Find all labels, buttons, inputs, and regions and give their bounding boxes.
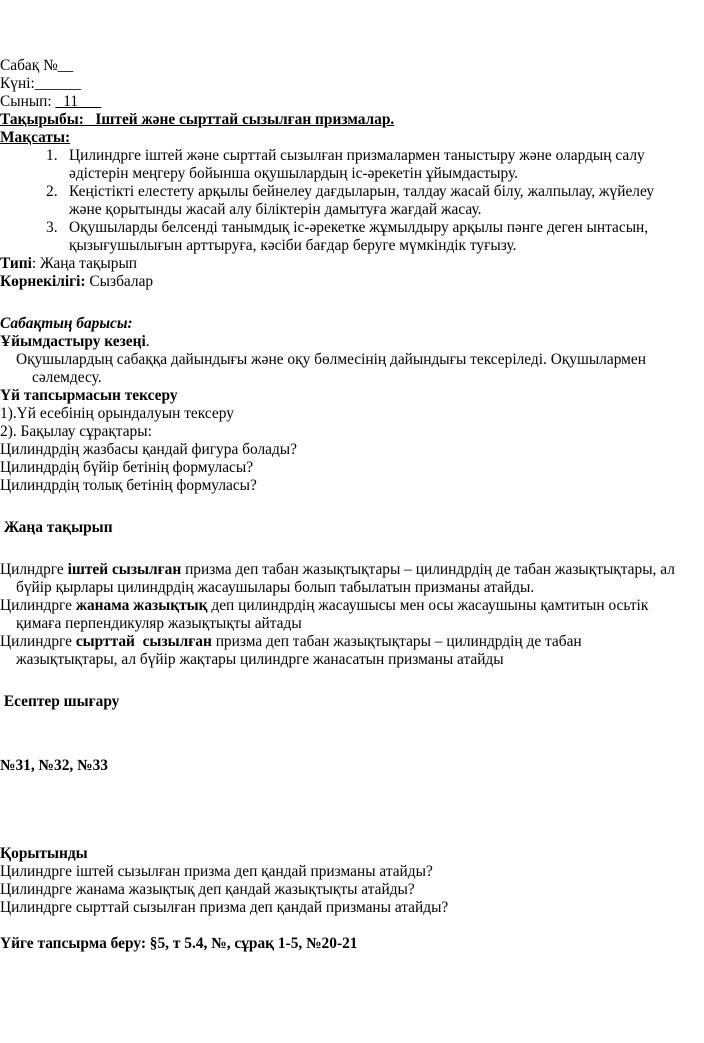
- control-question: Цилиндрдің толық бетінің формуласы?: [0, 477, 257, 494]
- type-label: Типі: [0, 255, 32, 272]
- topic-text: Іштей және сырттай сызылған призмалар.: [95, 111, 395, 128]
- org-title: Ұйымдастыру кезеңі: [0, 333, 146, 350]
- goal-text-line: және қорытынды жасай алу біліктерін дамытуға жағдай жасау.: [69, 201, 482, 218]
- conclusion-question: Цилиндрге жанама жазықтық деп қандай жазықтықты атайды?: [0, 881, 415, 898]
- definition-tangent-plane: Цилиндрге жанама жазықтық деп цилиндрдің жасаушысы мен осы жасаушыны қамтитын осьтік қимаға перпендикуляр жазықтықты айтады: [0, 597, 649, 632]
- goal-number: 3.: [46, 219, 58, 236]
- goal-item: [0, 147, 700, 183]
- type-value: : Жаңа тақырып: [31, 255, 138, 272]
- goal-text-line: Кеңістікті елестету арқылы бейнелеу дағдыларын, талдау жасай білу, жалпылау, жүйелеу: [69, 183, 655, 200]
- type-line: [0, 255, 700, 273]
- topic-label: Тақырыбы:: [0, 111, 84, 128]
- conclusion-title: Қорытынды: [0, 845, 88, 862]
- problem-numbers: №31, №32, №33: [0, 757, 108, 774]
- homework-check-item: 2). Бақылау сұрақтары:: [0, 423, 152, 440]
- conclusion-question: Цилиндрге іштей сызылған призма деп қандай призманы атайды?: [0, 863, 433, 880]
- topic-line: [0, 111, 700, 129]
- goal-text-line: қызығушылығын арттыруға, кәсіби бағдар беруге мүмкіндік туғызу.: [69, 237, 517, 254]
- control-question: Цилиндрдің бүйір бетінің формуласы?: [0, 459, 254, 476]
- progress-title: Сабақтың барысы:: [0, 315, 133, 332]
- goal-item: [0, 183, 700, 219]
- new-topic-title: Жаңа тақырып: [0, 519, 113, 536]
- lesson-plan-document: [0, 57, 700, 953]
- lesson-number: Сабақ №__: [0, 57, 74, 74]
- visual-value: Сызбалар: [85, 273, 154, 290]
- goal-number: 1.: [46, 147, 58, 164]
- goal-text-line: Оқушыларды белсенді танымдық іс-әрекетке жұмылдыру арқылы пәнге деген ынтасын,: [69, 219, 649, 236]
- goal-text-line: әдістерін меңгеру бойынша оқушылардың іс-әрекетін ұйымдастыру.: [69, 165, 519, 182]
- conclusion-question: Цилиндрге сырттай сызылған призма деп қандай призманы атайды?: [0, 899, 449, 916]
- goals-list: [0, 147, 700, 255]
- class-line: [0, 93, 700, 111]
- class-value: _11___: [55, 93, 102, 110]
- homework-check-item: 1).Үй есебінің орындалуын тексеру: [0, 405, 234, 422]
- control-question: Цилиндрдің жазбасы қандай фигура болады?: [0, 441, 297, 458]
- homework-check-title: Үй тапсырмасын тексеру: [0, 387, 178, 404]
- visual-line: [0, 273, 700, 291]
- problems-title: Есептер шығару: [0, 693, 120, 710]
- lesson-date: Күні:______: [0, 75, 81, 92]
- definition-circumscribed: Цилиндрге сырттай сызылған призма деп табан жазықтықтары – цилиндрдің де табан жазықтықтары, ал бүйір жақтары цилиндрге жанасатын призманы атайды: [0, 633, 582, 668]
- goal-text-line: Цилиндрге іштей және сырттай сызылған призмалармен таныстыру және олардың салу: [69, 147, 645, 164]
- class-prefix: Сынып:: [0, 93, 56, 110]
- definition-inscribed: Цилндрге іштей сызылған призма деп табан жазықтықтары – цилиндрдің де табан жазықтықтары, ал бүйір қырлары цилиндрдің жасаушылары болып табылатын призманы атайды.: [0, 561, 675, 596]
- org-paragraph: Оқушылардың сабаққа дайындығы және оқу бөлмесінің дайындығы тексеріледі. Оқушылармен сәлемдесу.: [16, 351, 646, 386]
- goal-item: [0, 219, 700, 255]
- org-title-line: Ұйымдастыру кезеңі.: [0, 333, 150, 350]
- homework-assignment: Үйге тапсырма беру: §5, т 5.4, №, сұрақ 1-5, №20-21: [0, 935, 358, 952]
- goals-label: Мақсаты:: [0, 129, 71, 146]
- visual-label: Көрнекілігі:: [0, 273, 86, 290]
- goal-number: 2.: [46, 183, 58, 200]
